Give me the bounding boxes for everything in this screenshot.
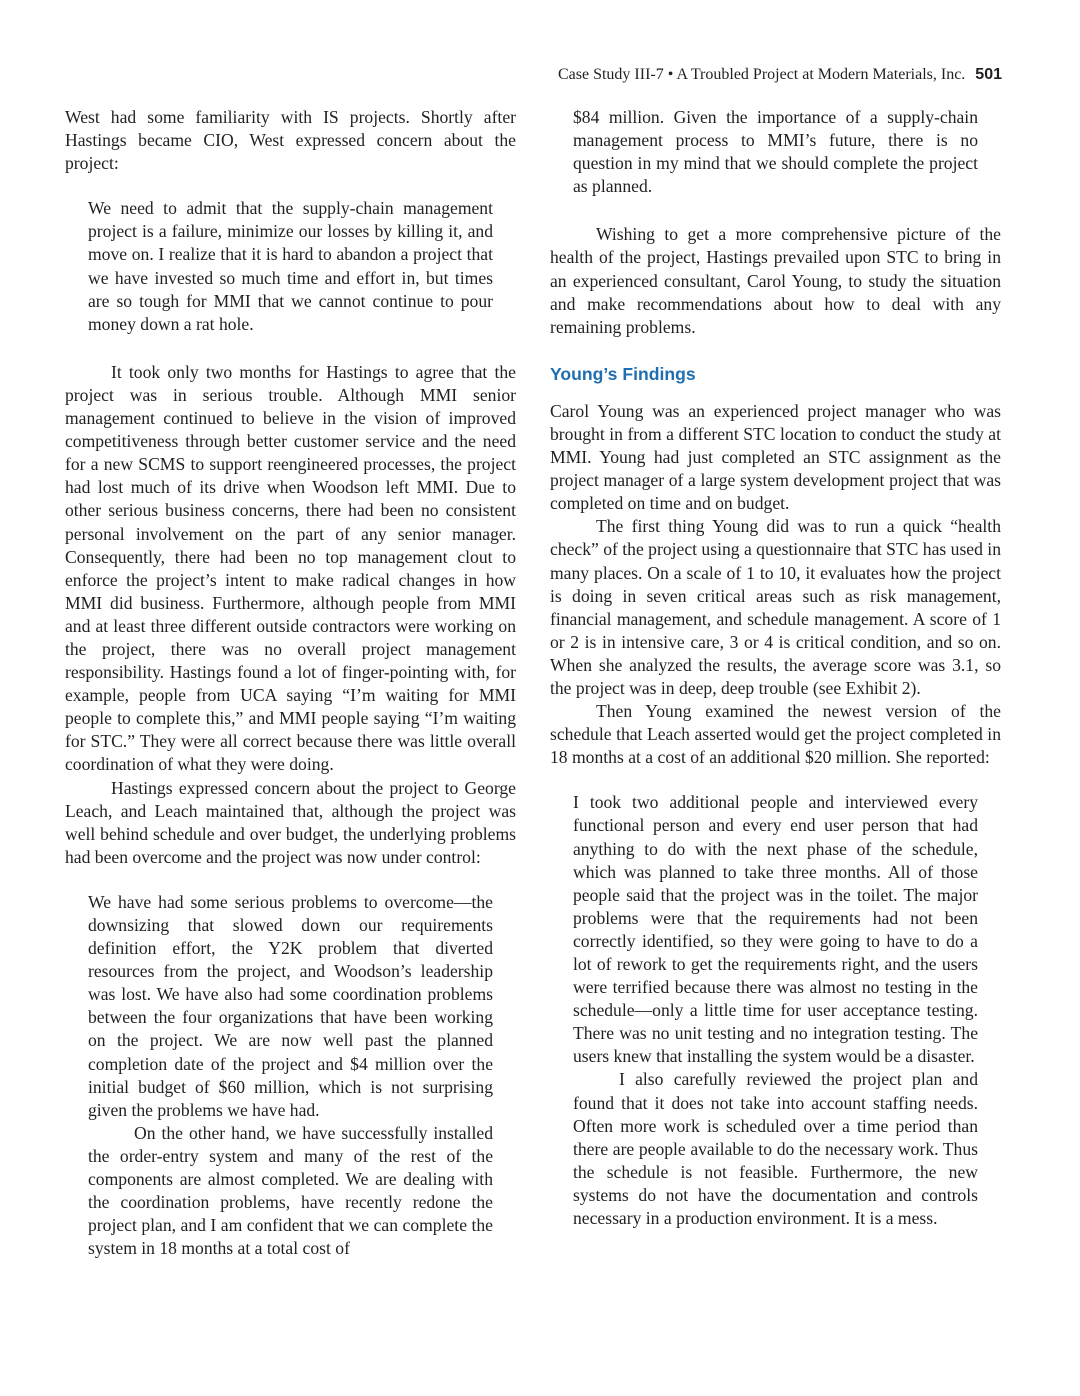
quote-paragraph: $84 million. Given the importance of a supply-chain management process to MMI’s future, there is no question in my mind that we should complete the project as planned. (573, 107, 978, 197)
running-header (558, 66, 1002, 84)
section-heading: Young’s Findings (550, 363, 696, 384)
paragraph: The first thing Young did was to run a quick “health check” of the project using a questionnaire that STC has used in many places. On a scale of 1 to 10, it evaluates how the project is doing in seven critical areas such as risk management, financial management, and schedule management. A score of 1 or 2 is in intensive care, 3 or 4 is critical condition, and so on. When she analyzed the results, the average score was 3.1, so the project was in deep, deep trouble (see Exhibit 2). (550, 516, 1001, 698)
paragraph: West had some familiarity with IS projects. Shortly after Hastings became CIO, West expressed concern about the project: (65, 107, 516, 174)
quote-paragraph: We have had some serious problems to overcome—the downsizing that slowed down our requirements definition effort, the Y2K problem that diverted resources from the project, and Woodson’s leadership was lost. We have also had some coordination problems between the four organizations that have been working on the project. We are now well past the planned completion date of the project and $4 million over the initial budget of $60 million, which is not surprising given the problems we have had. (88, 891, 493, 1120)
right-column (550, 106, 1001, 1255)
running-title: Case Study III-7 • A Troubled Project at Modern Materials, Inc. (557, 66, 966, 83)
paragraph: Hastings expressed concern about the project to George Leach, and Leach maintained that, although the project was well behind schedule and over budget, the underlying problems had been overcome and the project was now under control: (65, 777, 516, 867)
paragraph: Then Young examined the newest version of the schedule that Leach asserted would get the project completed in 18 months at a cost of an additional $20 million. She reported: (550, 701, 1001, 768)
paragraph: It took only two months for Hastings to agree that the project was in serious trouble. Although MMI senior management continued to believe in the vision of improved competitiveness through better customer service and the need for a new SCMS to support reengineered processes, the project had lost much of its drive when Woodson left MMI. Due to other serious business concerns, there had been no consistent personal involvement on the part of any senior manager. Consequently, there had been no top management clout to enforce the project’s intent to make radical changes in how MMI did business. Furthermore, although people from MMI and at least three different outside contractors were working on the project, there was no overall project management responsibility. Hastings found a lot of finger-pointing with, for example, people from UCA saying “I’m waiting for MMI people to complete this,” and MMI people saying “I’m waiting for STC.” They were all correct because there was little overall coordination of what they were doing. (65, 361, 516, 775)
block-quote-west (88, 197, 493, 336)
block-quote-leach-continued (573, 106, 978, 198)
quote-paragraph: On the other hand, we have successfully installed the order-entry system and many of the rest of the components are almost completed. We are dealing with the coordination problems, have recently redone the project plan, and I am confident that we can complete the system in 18 months at a total cost of (88, 1122, 493, 1259)
left-column (65, 106, 516, 1285)
quote-paragraph: We need to admit that the supply-chain management project is a failure, minimize our losses by killing it, and move on. I realize that it is hard to abandon a project that we have invested so much time and effort in, but times are so tough for MMI that we cannot continue to pour money down a rat hole. (88, 198, 493, 334)
quote-paragraph: I also carefully reviewed the project plan and found that it does not take into account staffing needs. Often more work is scheduled over a time period than there are people available to do the necessary work. Thus the schedule is not feasible. Furthermore, the new systems do not have the documentation and controls necessary in a production environment. It is a mess. (573, 1069, 978, 1229)
paragraph: Carol Young was an experienced project manager who was brought in from a different STC location to conduct the study at MMI. Young had just completed an STC assignment as the project manager of a large system development project that was completed on time and on budget. (550, 400, 1001, 514)
block-quote-leach (88, 891, 493, 1261)
block-quote-young (573, 791, 978, 1230)
quote-paragraph: I took two additional people and interviewed every functional person and every end user person that had anything to do with the next phase of the schedule, which was planned to take three months. All of those people said that the project was in the toilet. The major problems were that the requirements had not been correctly identified, so they were going to have to do a lot of rework to get the requirements right, and the users were terrified because there was almost no testing in the schedule—only a little time for user acceptance testing. There was no unit testing and no integration testing. The users knew that installing the system would be a disaster. (573, 792, 978, 1067)
page-number: 501 (975, 66, 1002, 83)
paragraph: Wishing to get a more comprehensive picture of the health of the project, Hastings prevailed upon STC to bring in an experienced consultant, Carol Young, to study the situation and make recommendations about how to deal with any remaining problems. (550, 224, 1001, 337)
